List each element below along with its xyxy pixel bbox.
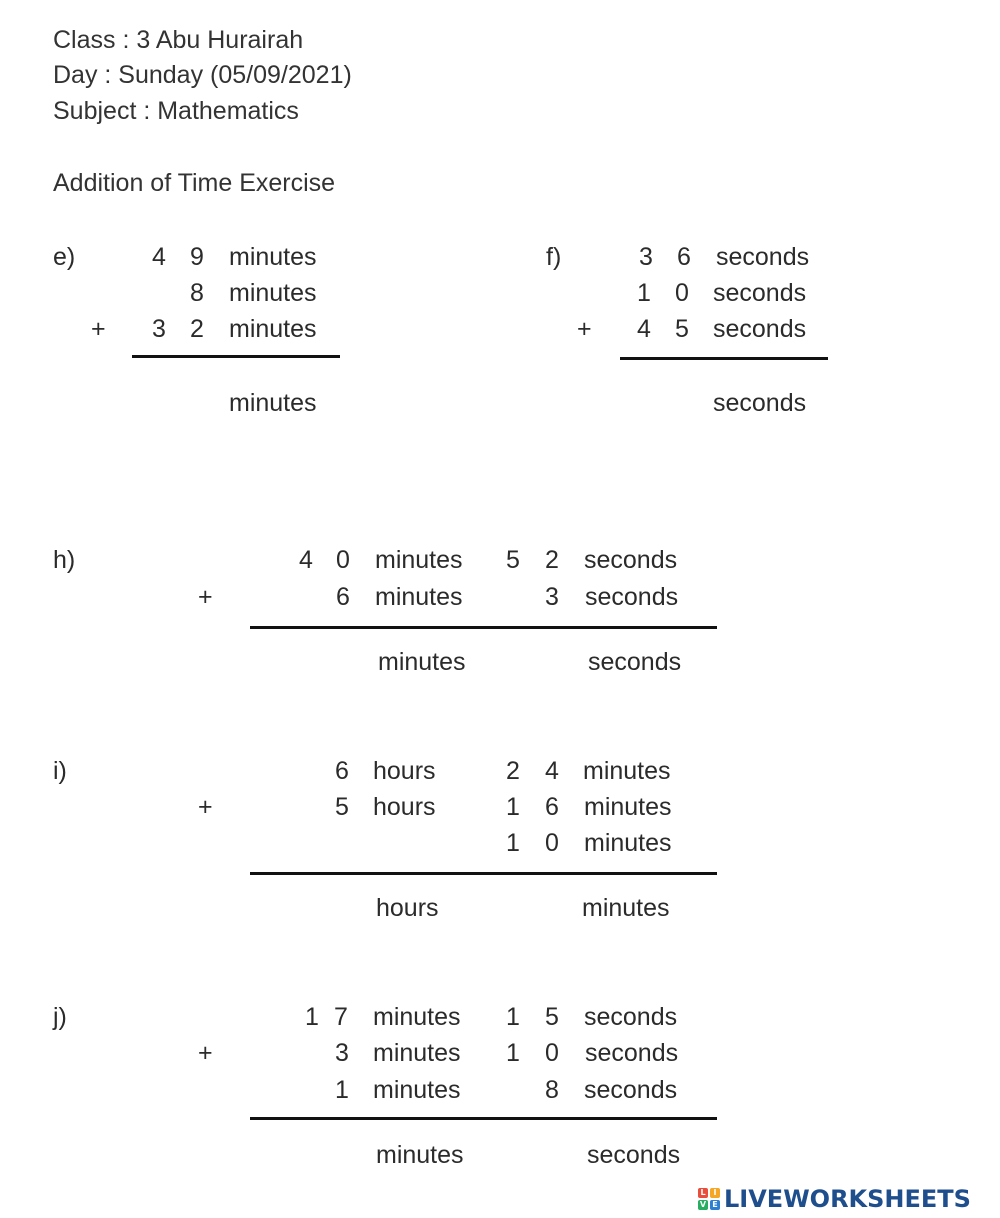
digit: 0 bbox=[336, 546, 350, 574]
answer-unit: minutes bbox=[378, 648, 466, 676]
unit-label: minutes bbox=[373, 1003, 461, 1031]
unit-label: minutes bbox=[375, 546, 463, 574]
sum-line bbox=[250, 1117, 717, 1120]
answer-unit: hours bbox=[376, 894, 439, 922]
unit-label: minutes bbox=[373, 1076, 461, 1104]
digit: 2 bbox=[545, 546, 559, 574]
class-line: Class : 3 Abu Hurairah bbox=[53, 26, 304, 54]
digit: 3 bbox=[335, 1039, 349, 1067]
logo-text: LIVEWORKSHEETS bbox=[724, 1185, 971, 1213]
digit: 4 bbox=[545, 757, 559, 785]
sum-line bbox=[250, 626, 717, 629]
digit: 0 bbox=[545, 1039, 559, 1067]
unit-label: minutes bbox=[584, 793, 672, 821]
logo-mark-icon bbox=[698, 1188, 720, 1210]
digit: 1 bbox=[506, 793, 520, 821]
digit: 4 bbox=[637, 315, 651, 343]
answer-unit: minutes bbox=[376, 1141, 464, 1169]
digit: 4 bbox=[152, 243, 166, 271]
digit: 1 bbox=[335, 1076, 349, 1104]
day-line: Day : Sunday (05/09/2021) bbox=[53, 61, 352, 89]
plus-sign: + bbox=[198, 793, 213, 821]
answer-unit: seconds bbox=[713, 389, 807, 417]
digit: 5 bbox=[506, 546, 520, 574]
digit: 1 bbox=[506, 1039, 520, 1067]
answer-unit: seconds bbox=[588, 648, 682, 676]
logo-square: I bbox=[710, 1188, 720, 1198]
question-label: f) bbox=[546, 243, 562, 271]
answer-unit: minutes bbox=[582, 894, 670, 922]
digit: 8 bbox=[190, 279, 204, 307]
unit-label: seconds bbox=[584, 1003, 678, 1031]
digit: 2 bbox=[190, 315, 204, 343]
logo-square: E bbox=[710, 1200, 720, 1210]
digit: 6 bbox=[545, 793, 559, 821]
unit-label: seconds bbox=[585, 583, 679, 611]
unit-label: seconds bbox=[716, 243, 810, 271]
digit: 9 bbox=[190, 243, 204, 271]
unit-label: minutes bbox=[229, 279, 317, 307]
question-label: h) bbox=[53, 546, 76, 574]
sum-line bbox=[620, 357, 828, 360]
digit: 1 bbox=[506, 1003, 520, 1031]
unit-label: seconds bbox=[584, 546, 678, 574]
plus-sign: + bbox=[198, 583, 213, 611]
unit-label: minutes bbox=[229, 315, 317, 343]
plus-sign: + bbox=[577, 315, 592, 343]
sum-line bbox=[132, 355, 340, 358]
digit: 6 bbox=[677, 243, 691, 271]
digit: 5 bbox=[545, 1003, 559, 1031]
digit: 3 bbox=[152, 315, 166, 343]
digit: 5 bbox=[335, 793, 349, 821]
digit: 3 bbox=[639, 243, 653, 271]
unit-label: hours bbox=[373, 757, 436, 785]
subject-line: Subject : Mathematics bbox=[53, 97, 299, 125]
digit: 1 bbox=[305, 1003, 319, 1031]
digit: 6 bbox=[335, 757, 349, 785]
digit: 8 bbox=[545, 1076, 559, 1104]
unit-label: seconds bbox=[713, 315, 807, 343]
plus-sign: + bbox=[91, 315, 106, 343]
unit-label: seconds bbox=[713, 279, 807, 307]
unit-label: minutes bbox=[375, 583, 463, 611]
plus-sign: + bbox=[198, 1039, 213, 1067]
logo-square: L bbox=[698, 1188, 708, 1198]
digit: 5 bbox=[675, 315, 689, 343]
sum-line bbox=[250, 872, 717, 875]
unit-label: minutes bbox=[229, 243, 317, 271]
unit-label: seconds bbox=[585, 1039, 679, 1067]
digit: 6 bbox=[336, 583, 350, 611]
unit-label: minutes bbox=[583, 757, 671, 785]
unit-label: seconds bbox=[584, 1076, 678, 1104]
question-label: e) bbox=[53, 243, 76, 271]
unit-label: minutes bbox=[584, 829, 672, 857]
unit-label: minutes bbox=[373, 1039, 461, 1067]
exercise-title: Addition of Time Exercise bbox=[53, 169, 336, 197]
digit: 3 bbox=[545, 583, 559, 611]
digit: 0 bbox=[675, 279, 689, 307]
unit-label: hours bbox=[373, 793, 436, 821]
liveworksheets-logo[interactable] bbox=[698, 1186, 971, 1212]
logo-square: V bbox=[699, 1200, 707, 1209]
digit: 4 bbox=[299, 546, 313, 574]
digit: 1 bbox=[506, 829, 520, 857]
digit: 0 bbox=[545, 829, 559, 857]
digit: 2 bbox=[506, 757, 520, 785]
question-label: i) bbox=[53, 757, 67, 785]
digit: 1 bbox=[637, 279, 651, 307]
answer-unit: minutes bbox=[229, 389, 317, 417]
answer-unit: seconds bbox=[587, 1141, 681, 1169]
digit: 7 bbox=[334, 1003, 348, 1031]
question-label: j) bbox=[53, 1003, 67, 1031]
